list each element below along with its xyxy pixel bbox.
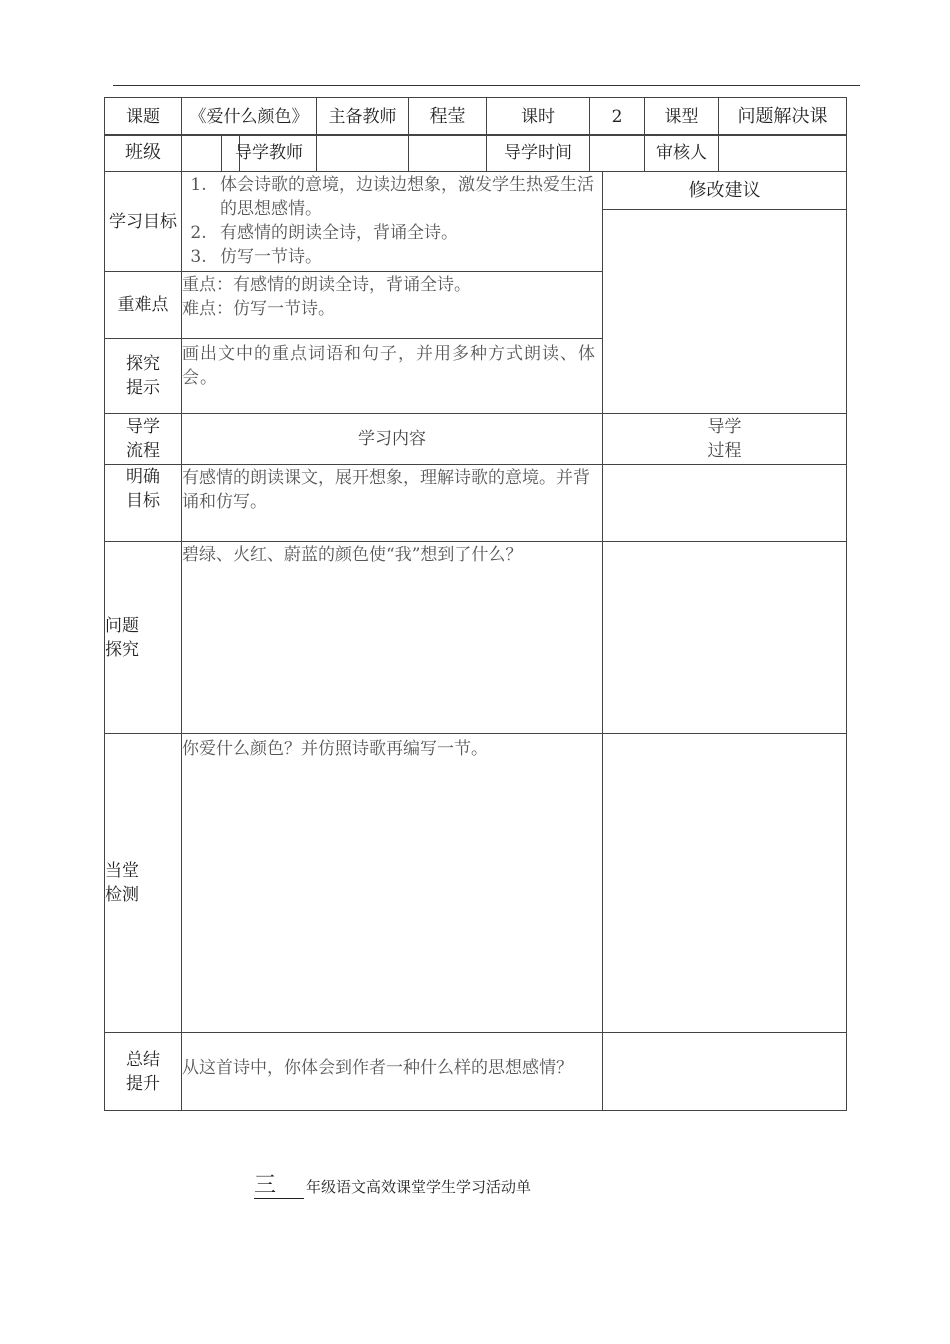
guide-teacher-label-cell: 导学教师 bbox=[222, 135, 317, 172]
hints-content: 画出文中的重点词语和句子，并用多种方式朗读、体会。 bbox=[182, 339, 603, 414]
section-row-check bbox=[105, 734, 847, 1033]
reviewer-value-cell bbox=[719, 135, 847, 172]
class-label-cell: 班级 bbox=[105, 135, 182, 172]
type-value: 问题解决课 bbox=[719, 98, 847, 136]
goals-row bbox=[105, 172, 847, 272]
section-process bbox=[603, 1033, 847, 1111]
reviewer-label-cell: 审核人 bbox=[645, 135, 719, 172]
content-header: 学习内容 bbox=[182, 414, 603, 465]
section-content: 你爱什么颜色？并仿照诗歌再编写一节。 bbox=[182, 734, 603, 1033]
goals-content bbox=[182, 172, 603, 272]
period-label: 课时 bbox=[487, 98, 590, 136]
key-point-text: 重点：有感情的朗读全诗，背诵全诗。 bbox=[182, 275, 471, 295]
footer-title-text: 年级语文高效课堂学生学习活动单 bbox=[306, 1178, 532, 1196]
section-process bbox=[603, 734, 847, 1033]
section-label: 明确目标 bbox=[105, 465, 182, 542]
grade-value: 三 bbox=[254, 1174, 304, 1199]
footer-title bbox=[254, 1174, 531, 1199]
section-process bbox=[603, 465, 847, 542]
section-content: 碧绿、火红、蔚蓝的颜色使“我”想到了什么？ bbox=[182, 542, 603, 734]
flow-label: 导学流程 bbox=[105, 414, 182, 465]
guide-teacher-value-cell bbox=[317, 135, 487, 172]
type-label: 课型 bbox=[645, 98, 719, 136]
revision-header: 修改建议 bbox=[603, 172, 846, 210]
section-content: 有感情的朗读课文，展开想象，理解诗歌的意境。并背诵和仿写。 bbox=[182, 465, 603, 542]
revision-column bbox=[603, 172, 847, 414]
body-table bbox=[104, 171, 847, 1111]
top-rule bbox=[113, 85, 860, 86]
section-content: 从这首诗中，你体会到作者一种什么样的思想感情？ bbox=[182, 1033, 603, 1111]
section-row-goals bbox=[105, 465, 847, 542]
goal-item-1: 1. 体会诗歌的意境，边读边想象，激发学生热爱生活的思想感情。 bbox=[212, 173, 596, 221]
goals-label: 学习目标 bbox=[105, 172, 182, 272]
goal-item-3: 3. 仿写一节诗。 bbox=[212, 245, 596, 269]
section-row-summary bbox=[105, 1033, 847, 1111]
flow-header-row bbox=[105, 414, 847, 465]
section-process bbox=[603, 542, 847, 734]
section-label: 总结提升 bbox=[105, 1033, 182, 1111]
topic-label: 课题 bbox=[105, 98, 182, 136]
goal-item-2: 2. 有感情的朗读全诗，背诵全诗。 bbox=[212, 221, 596, 245]
guide-time-label-cell: 导学时间 bbox=[487, 135, 590, 172]
class-value-cell bbox=[182, 135, 222, 172]
key-points-label: 重难点 bbox=[105, 272, 182, 339]
section-label: 问题探究 bbox=[105, 542, 182, 734]
key-points-content bbox=[182, 272, 603, 339]
period-value: 2 bbox=[590, 98, 645, 136]
header-row-2-table bbox=[104, 134, 847, 172]
hints-label: 探究提示 bbox=[105, 339, 182, 414]
difficulty-text: 难点：仿写一节诗。 bbox=[182, 299, 335, 319]
main-teacher-label: 主备教师 bbox=[317, 98, 409, 136]
main-teacher-value: 程莹 bbox=[409, 98, 487, 136]
header-row-1 bbox=[105, 98, 847, 136]
section-row-inquiry bbox=[105, 542, 847, 734]
section-label: 当堂检测 bbox=[105, 734, 182, 1033]
process-header: 导学过程 bbox=[603, 414, 847, 465]
topic-value: 《爱什么颜色》 bbox=[182, 98, 317, 136]
guide-time-value-cell bbox=[590, 135, 645, 172]
